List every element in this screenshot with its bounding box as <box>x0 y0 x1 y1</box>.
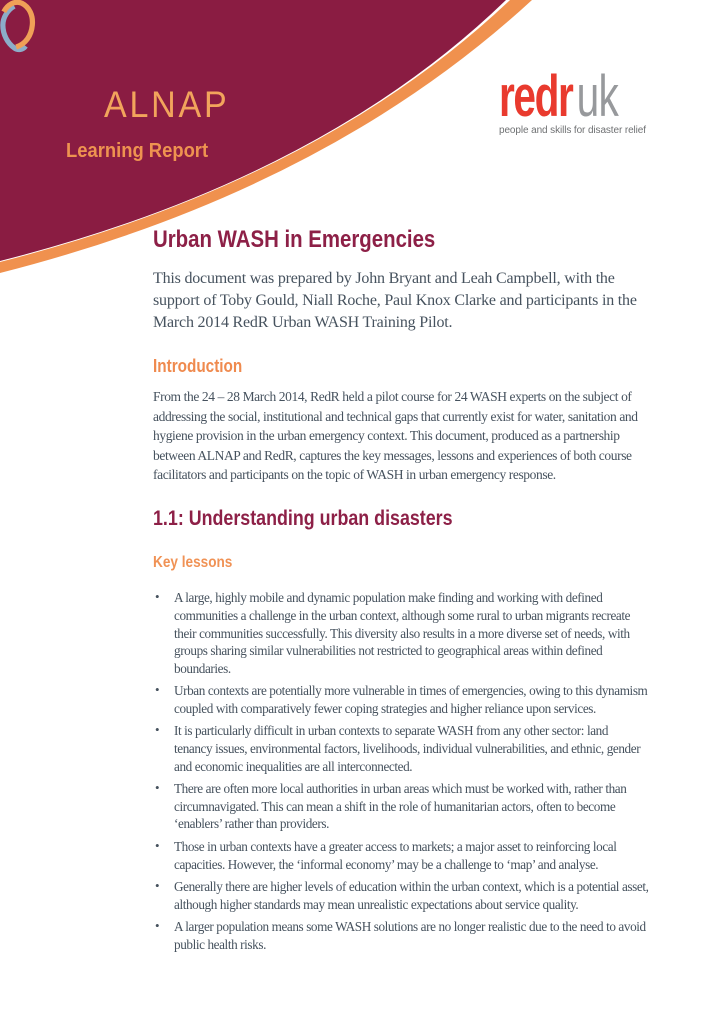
bullet-icon: • <box>155 682 160 698</box>
bullet-icon: • <box>155 780 160 796</box>
key-lessons-subheading: Key lessons <box>153 553 233 571</box>
alnap-logo-icon <box>0 0 38 54</box>
list-item <box>153 780 649 833</box>
lesson-text: Those in urban contexts have a greater access to markets; a major asset to reinforcing local capacities. However, the ‘informal economy’ may be a challenge to ‘map’ and analyse. <box>174 839 617 872</box>
list-item <box>153 722 649 775</box>
redr-wordmark-uk: uk <box>576 64 619 129</box>
report-type-label: Learning Report <box>66 140 209 162</box>
list-item <box>153 918 649 953</box>
key-lessons-list <box>153 589 649 953</box>
lesson-text: Generally there are higher levels of education within the urban context, which is a potential asset, although higher standards may mean unrealistic expectations about service quality. <box>174 879 649 912</box>
introduction-paragraph: From the 24 – 28 March 2014, RedR held a pilot course for 24 WASH experts on the subject of addressing the social, institutional and technical gaps that currently exist for water, sanitation and hygiene provision in the urban emergency context. This document, produced as a partnership between ALNAP and RedR, captures the key messages, lessons and experiences of both course facilitators and participants on the topic of WASH in urban emergency response. <box>153 389 638 483</box>
bullet-icon: • <box>155 589 160 605</box>
list-item <box>153 878 649 913</box>
bullet-icon: • <box>155 878 160 894</box>
lesson-text: It is particularly difficult in urban contexts to separate WASH from any other sector: land tenancy issues, environmental factors, livelihoods, individual vulnerabilities, and ethnic, gender and economic inequalities are all interconnected. <box>174 723 641 774</box>
lesson-text: A large, highly mobile and dynamic population make finding and working with defined communities a challenge in the urban context, although some rural to urban migrants recreate their communities successfully. This diversity also results in a more diverse set of needs, with groups sharing similar vulnerabilities not restricted to geographical areas within defined boundaries. <box>174 590 631 676</box>
list-item <box>153 682 649 717</box>
redr-wordmark-red: redr <box>499 64 573 129</box>
page-title: Urban WASH in Emergencies <box>153 226 436 253</box>
byline-paragraph: This document was prepared by John Bryant and Leah Campbell, with the support of Toby Gould, Niall Roche, Paul Knox Clarke and participants in the March 2014 RedR Urban WASH Training Pilot. <box>153 269 637 331</box>
list-item <box>153 589 649 677</box>
document-body <box>153 0 665 959</box>
bullet-icon: • <box>155 918 160 934</box>
introduction-heading: Introduction <box>153 355 243 376</box>
lesson-text: Urban contexts are potentially more vulnerable in times of emergencies, owing to this dynamism coupled with comparatively fewer coping strategies and higher reliance upon services. <box>174 683 648 716</box>
lesson-text: A larger population means some WASH solutions are no longer realistic due to the need to avoid public health risks. <box>174 919 646 952</box>
bullet-icon: • <box>155 722 160 738</box>
list-item <box>153 838 649 873</box>
section-1-1-heading: 1.1: Understanding urban disasters <box>153 506 453 530</box>
redr-tagline: people and skills for disaster relief <box>499 125 646 136</box>
alnap-wordmark: ALNAP <box>104 84 230 125</box>
lesson-text: There are often more local authorities in urban areas which must be worked with, rather than circumnavigated. This can mean a shift in the role of humanitarian actors, often to become ‘enablers’ rather than providers. <box>174 781 627 832</box>
bullet-icon: • <box>155 838 160 854</box>
